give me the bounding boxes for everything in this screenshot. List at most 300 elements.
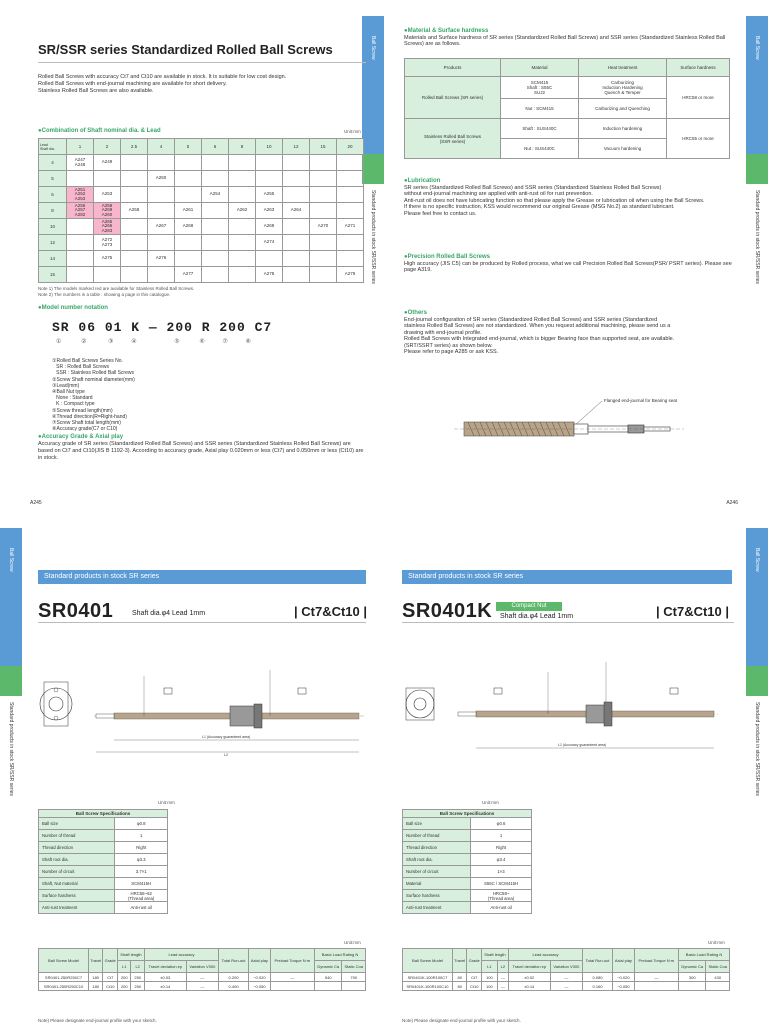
lead-page-cell bbox=[148, 155, 175, 171]
model-description bbox=[52, 358, 135, 432]
dim-l2: L2 bbox=[224, 753, 228, 757]
perf-header: Axial play bbox=[248, 949, 270, 973]
perf-cell: 250 bbox=[131, 973, 144, 982]
title-rule bbox=[38, 622, 366, 623]
lead-page-cell: A277 bbox=[175, 267, 202, 283]
lead-page-cell: A249 bbox=[94, 155, 121, 171]
code-part: R bbox=[201, 320, 211, 335]
model-heading: ●Model number notation bbox=[38, 305, 108, 311]
lead-page-cell bbox=[202, 203, 229, 219]
model-code bbox=[52, 320, 272, 335]
perf-cell: 180 bbox=[89, 982, 103, 991]
performance-body bbox=[39, 973, 366, 991]
side-tab-top bbox=[746, 528, 768, 666]
precision-heading: ●Precision Rolled Ball Screws bbox=[404, 254, 490, 260]
shaft-dia-cell: 5 bbox=[39, 171, 67, 187]
lead-page-cell bbox=[202, 235, 229, 251]
perf-cell: 0.080 bbox=[583, 973, 613, 982]
lead-page-cell bbox=[148, 235, 175, 251]
lead-table-header bbox=[39, 139, 364, 155]
lead-corner bbox=[39, 139, 67, 155]
lead-page-cell: A262 bbox=[229, 203, 256, 219]
spec-value: Right bbox=[471, 842, 532, 854]
perf-cell: 430 bbox=[706, 973, 730, 982]
shaft-dia-cell: 4 bbox=[39, 155, 67, 171]
others-section bbox=[404, 310, 734, 356]
shaft-dia-cell: 10 bbox=[39, 219, 67, 235]
shaft-dia-cell: 14 bbox=[39, 251, 67, 267]
perf-header: Grade bbox=[103, 949, 118, 973]
perf-cell: ±0.14 bbox=[144, 982, 186, 991]
others-heading: ●Others bbox=[404, 310, 427, 316]
perf-subheader: Dynamic Ca bbox=[315, 961, 342, 973]
lead-col: 12 bbox=[283, 139, 310, 155]
spec-key: Anti-rust treatment bbox=[39, 902, 115, 914]
model-desc-line: ①Rolled Ball Screws Series No. bbox=[52, 358, 123, 364]
spec-value: 1 bbox=[471, 830, 532, 842]
perf-cell: SR0401-250R250C7 bbox=[39, 973, 89, 982]
flange-end-view bbox=[40, 682, 72, 726]
lead-page-cell: A269 bbox=[256, 219, 283, 235]
performance-table bbox=[402, 948, 730, 991]
lead-page-cell bbox=[310, 267, 337, 283]
lead-col: 15 bbox=[310, 139, 337, 155]
leader-line bbox=[574, 401, 602, 426]
spec-key: Number of thread bbox=[39, 830, 115, 842]
lead-page-cell: A263 bbox=[256, 203, 283, 219]
side-tab-top bbox=[746, 16, 768, 154]
model-title: SR0401K bbox=[402, 600, 493, 622]
mat-heat: Vacuum hardening bbox=[579, 139, 667, 159]
spec-value: S55C / SCM415H bbox=[471, 878, 532, 890]
perf-header: Travel bbox=[453, 949, 467, 973]
spec-value: φ0.8 bbox=[115, 818, 168, 830]
lead-page-cell: A254 bbox=[202, 187, 229, 203]
lead-page-cell bbox=[121, 155, 148, 171]
model-desc-line: SSR : Stainless Rolled Ball Screws bbox=[52, 370, 134, 377]
lead-page-cell: A275 bbox=[94, 251, 121, 267]
lubrication-section bbox=[404, 178, 734, 217]
perf-cell bbox=[706, 982, 730, 991]
dim-l1: L1 (Accuracy guaranteed area) bbox=[558, 743, 607, 747]
lead-page-cell bbox=[175, 187, 202, 203]
perf-cell: 100 bbox=[482, 973, 498, 982]
lead-page-cell bbox=[202, 267, 229, 283]
mark: ② bbox=[81, 339, 87, 345]
mark: ⑤ bbox=[174, 339, 180, 345]
perf-header: Basic Load Rating N bbox=[315, 949, 366, 961]
lead-page-cell bbox=[283, 155, 310, 171]
lub-line: If there is no specific instruction, KSS would recommend our original Grease (MSG No.2) as standard lubricant. bbox=[404, 204, 675, 210]
model-desc-line: ⑥Thread direction(R=Right-hand) bbox=[52, 413, 127, 420]
perf-cell: 0.200 bbox=[219, 973, 249, 982]
lead-page-cell bbox=[67, 235, 94, 251]
spec-row bbox=[39, 902, 168, 914]
side-tab-series: Standard products in stock SR/SSR series bbox=[8, 702, 14, 796]
mat-material: Nut : SCM415 bbox=[501, 99, 579, 119]
spec-key: Number of circuit bbox=[403, 866, 471, 878]
shaft-dia-cell: 15 bbox=[39, 267, 67, 283]
page-number: A245 bbox=[30, 500, 42, 506]
lead-page-cell bbox=[148, 267, 175, 283]
lead-row bbox=[39, 251, 364, 267]
shaft-dia-cell: 12 bbox=[39, 235, 67, 251]
lead-col: 6 bbox=[202, 139, 229, 155]
lead-page-cell bbox=[337, 203, 364, 219]
others-line: Please refer to page A285 or ask KSS. bbox=[404, 349, 499, 355]
lead-page-cell: A247 A248 bbox=[67, 155, 94, 171]
sr0401k-drawing bbox=[398, 652, 728, 762]
lead-page-cell: A267 bbox=[148, 219, 175, 235]
mat-hardness: HRC58 or more bbox=[667, 77, 730, 119]
lead-page-cell bbox=[283, 235, 310, 251]
lead-page-cell: A270 bbox=[310, 219, 337, 235]
accuracy-heading: ●Accuracy Grade & Axial play bbox=[38, 434, 124, 440]
spec-row bbox=[403, 830, 532, 842]
lead-page-cell bbox=[283, 219, 310, 235]
perf-cell: 540 bbox=[315, 973, 342, 982]
lead-row bbox=[39, 171, 364, 187]
spec-value: Anti-rust oil bbox=[471, 902, 532, 914]
lead-page-cell bbox=[121, 235, 148, 251]
page-number: A246 bbox=[726, 500, 738, 506]
others-line: Rolled Ball Screws with Integrated end-journal, which is bigger Bearing face than supported seat, are available. bbox=[404, 336, 675, 342]
spec-key: Surface hardness bbox=[39, 890, 115, 902]
precision-section bbox=[404, 254, 734, 274]
lead-page-cell bbox=[310, 187, 337, 203]
perf-cell: — bbox=[497, 982, 508, 991]
side-tab-mid bbox=[746, 154, 768, 184]
code-part: K bbox=[131, 320, 141, 335]
model-subtitle: Shaft dia.φ4 Lead 1mm bbox=[132, 610, 206, 617]
perf-cell bbox=[342, 982, 366, 991]
unit-label: Unit:mm bbox=[344, 129, 361, 134]
mat-product: Rolled Ball Screws (SR series) bbox=[405, 77, 501, 119]
combo-heading: ●Combination of Shaft nominal dia. & Lead bbox=[38, 128, 161, 134]
model-marks bbox=[52, 338, 251, 345]
lead-page-cell bbox=[283, 267, 310, 283]
lead-page-cell bbox=[310, 251, 337, 267]
page-a245 bbox=[0, 0, 384, 512]
lead-page-cell: A255 bbox=[256, 187, 283, 203]
perf-cell: ±0.03 bbox=[144, 973, 186, 982]
page-a246 bbox=[384, 0, 768, 512]
end-journal-drawing bbox=[454, 392, 714, 472]
side-tab-mid bbox=[746, 666, 768, 696]
lead-page-cell bbox=[229, 251, 256, 267]
unit-label: Unit:mm bbox=[344, 940, 361, 945]
lead-page-cell: A250 bbox=[148, 171, 175, 187]
perf-cell: — bbox=[497, 973, 508, 982]
lead-page-cell bbox=[229, 235, 256, 251]
lead-page-cell bbox=[229, 155, 256, 171]
mat-header: Products bbox=[405, 59, 501, 77]
perf-subheader: Travel deviation ep bbox=[144, 961, 186, 973]
model-desc-line: ②Screw Shaft nominal diameter(mm) bbox=[52, 376, 135, 383]
code-part: — bbox=[148, 320, 158, 335]
code-part: 06 bbox=[78, 320, 97, 335]
lead-page-cell: A274 bbox=[256, 235, 283, 251]
perf-cell: 80 bbox=[453, 973, 467, 982]
side-tab-series: Standard products in stock SR/SSR series bbox=[754, 190, 760, 284]
table-notes bbox=[38, 286, 194, 297]
lead-page-cell bbox=[256, 171, 283, 187]
perf-subheader: Variation V300 bbox=[550, 961, 582, 973]
side-tab-mid bbox=[0, 666, 22, 696]
perf-header: Total Run-out bbox=[219, 949, 249, 973]
perf-header: Ball Screw Model bbox=[403, 949, 453, 973]
perf-cell: — bbox=[186, 982, 218, 991]
perf-cell: ~0.050 bbox=[612, 982, 634, 991]
mat-material: SCM415 Shaft : S55C SUJ2 bbox=[501, 77, 579, 99]
spec-value: SCM415H bbox=[115, 878, 168, 890]
corner-top: Lead bbox=[40, 142, 48, 147]
perf-cell bbox=[270, 982, 314, 991]
lead-page-cell bbox=[175, 251, 202, 267]
others-line: End-journal configuration of SR series (Standardized Rolled Ball Screws) and SSR series (Standardized bbox=[404, 316, 658, 323]
perf-header: Lead accuracy bbox=[508, 949, 582, 961]
side-tab bbox=[746, 512, 768, 1022]
perf-cell: — bbox=[550, 982, 582, 991]
others-line: drawing with end-journal profile. bbox=[404, 329, 482, 336]
perf-subheader: L1 bbox=[118, 961, 131, 973]
spec-key: Thread direction bbox=[403, 842, 471, 854]
lead-page-cell bbox=[67, 267, 94, 283]
others-line: stainless Rolled Ball Screws) are not standardized. When you request additional machining, please send us a bbox=[404, 323, 671, 329]
side-tab-label: Ball Screw bbox=[754, 36, 760, 60]
lead-col: 2 bbox=[94, 139, 121, 155]
lead-page-cell bbox=[94, 267, 121, 283]
code-part: 01 bbox=[104, 320, 123, 335]
lead-page-cell bbox=[175, 235, 202, 251]
lead-page-cell: A253 bbox=[94, 187, 121, 203]
lead-page-cell bbox=[67, 251, 94, 267]
lead-col: 8 bbox=[229, 139, 256, 155]
model-desc-line: ③Lead(mm) bbox=[52, 382, 80, 389]
intro-line: Stainless Rolled Ball Screws are also available. bbox=[38, 88, 154, 94]
perf-cell: — bbox=[270, 973, 314, 982]
model-desc-line: ⑧Accuracy grade(C7 or C10) bbox=[52, 426, 118, 433]
spec-row bbox=[403, 818, 532, 830]
mark: ① bbox=[56, 339, 62, 345]
perf-header: Axial play bbox=[612, 949, 634, 973]
side-tab-label: Ball Screw bbox=[8, 548, 14, 572]
lead-page-cell: A251 A252 A253 bbox=[67, 187, 94, 203]
lubrication-heading: ●Lubrication bbox=[404, 178, 441, 184]
lead-page-cell bbox=[310, 203, 337, 219]
spec-value: φ3.3 bbox=[115, 854, 168, 866]
lub-line: Anti-rust oil does not have lubricating function so that please apply the Grease or lubrication oil when using the Ball Screws. bbox=[404, 197, 705, 204]
intro-line: Rolled Ball Screws with accuracy Ct7 and Ct10 are available in stock. It is suitable for low cost design. bbox=[38, 74, 287, 80]
perf-row bbox=[403, 973, 730, 982]
perf-header: Basic Load Rating N bbox=[679, 949, 730, 961]
perf-cell: ±0.14 bbox=[508, 982, 550, 991]
perf-cell: ±0.02 bbox=[508, 973, 550, 982]
lead-page-cell: A261 bbox=[175, 203, 202, 219]
spec-key: Ball size bbox=[403, 818, 471, 830]
lead-page-cell bbox=[256, 155, 283, 171]
perf-cell: SR0401-250R250C10 bbox=[39, 982, 89, 991]
lead-page-cell: A265 A266 A283 bbox=[94, 219, 121, 235]
series-banner: Standard products in stock SR series bbox=[38, 570, 366, 584]
code-part: SR bbox=[52, 320, 70, 335]
lead-page-cell: A256 A257 A282 bbox=[67, 203, 94, 219]
lead-page-cell bbox=[283, 187, 310, 203]
accuracy-text: Accuracy grade of SR series (Standardized Rolled Ball Screws) and SSR series (Standardized Stainless Rolled Ball Screws) are based on Ct7 and Ct10(JIS B 1192-3). According to accuracy grade, Axial play 0.020mm or less (Ct7) and 0.050mm or less (Ct10) are in stock. bbox=[38, 441, 364, 461]
spec-table bbox=[38, 809, 168, 914]
mat-material: Nut : SUS440C bbox=[501, 139, 579, 159]
spec-value: HRC58~ (Thread area) bbox=[471, 890, 532, 902]
spec-key: Surface hardness bbox=[403, 890, 471, 902]
mark: ⑧ bbox=[245, 339, 251, 345]
perf-header: Shaft length bbox=[118, 949, 145, 961]
dim-l1: L1 (Accuracy guaranteed area) bbox=[202, 735, 251, 739]
model-desc-line: ⑦Screw Shaft total length(mm) bbox=[52, 420, 121, 427]
lead-row bbox=[39, 203, 364, 219]
page-sr0401k bbox=[384, 512, 768, 1024]
mat-material: Shaft : SUS440C bbox=[501, 119, 579, 139]
intro-text bbox=[38, 74, 348, 95]
perf-header: Ball Screw Model bbox=[39, 949, 89, 973]
spec-key: Ball size bbox=[39, 818, 115, 830]
spec-table bbox=[402, 809, 532, 914]
note-line: Note 2) The numbers in a table : showing a page in this catalogue. bbox=[38, 291, 171, 297]
perf-row bbox=[403, 982, 730, 991]
perf-cell: 790 bbox=[342, 973, 366, 982]
material-text: Materials and Surface hardness of SR series (Standardized Rolled Ball Screws) and SSR series (Standardized Stainless Rolled Ball Screws) are as follows. bbox=[404, 34, 726, 47]
lead-page-cell bbox=[337, 187, 364, 203]
perf-row bbox=[39, 973, 366, 982]
model-title: SR0401 bbox=[38, 600, 114, 622]
lead-page-cell bbox=[67, 219, 94, 235]
title-rule bbox=[38, 62, 366, 63]
spec-row bbox=[39, 878, 168, 890]
perf-row bbox=[39, 982, 366, 991]
mark: ⑦ bbox=[222, 339, 228, 345]
spec-row bbox=[403, 878, 532, 890]
lead-col: 5 bbox=[175, 139, 202, 155]
lead-page-cell bbox=[175, 171, 202, 187]
grade-label: | Ct7&Ct10 | bbox=[656, 604, 730, 619]
lead-page-cell: A264 bbox=[283, 203, 310, 219]
lub-line: without end-journal machining are applied with anti-rust oil for rust prevention. bbox=[404, 191, 593, 197]
lead-row bbox=[39, 219, 364, 235]
perf-cell: 80 bbox=[453, 982, 467, 991]
shaft-dia-cell: 8 bbox=[39, 203, 67, 219]
perf-header: Travel bbox=[89, 949, 103, 973]
mat-heat: Induction hardening bbox=[579, 119, 667, 139]
code-part: 200 bbox=[166, 320, 193, 335]
spec-key: Number of circuit bbox=[39, 866, 115, 878]
mark: ③ bbox=[108, 339, 114, 345]
perf-cell: 300 bbox=[679, 973, 706, 982]
lead-row bbox=[39, 235, 364, 251]
perf-subheader: L1 bbox=[482, 961, 498, 973]
spec-value: φ0.6 bbox=[471, 818, 532, 830]
side-tab bbox=[0, 512, 22, 1022]
performance-body bbox=[403, 973, 730, 991]
mark: ⑥ bbox=[199, 339, 205, 345]
lead-page-cell bbox=[175, 155, 202, 171]
mat-heat: Carburizing Induction Hardening Quench & Temper bbox=[579, 77, 667, 99]
accuracy-section bbox=[38, 434, 366, 462]
model-desc-line: SR : Rolled Ball Screws bbox=[52, 364, 109, 371]
spec-value: φ3.4 bbox=[471, 854, 532, 866]
mat-heat: Carburizing and Quenching bbox=[579, 99, 667, 119]
spec-row bbox=[39, 866, 168, 878]
note-line: Note 1) The models marked red are available for Stainless Rolled Ball Screws. bbox=[38, 286, 195, 291]
lead-page-cell: A279 bbox=[337, 267, 364, 283]
sr0401-drawing bbox=[34, 652, 374, 772]
material-heading: ●Material & Surface hardness bbox=[404, 28, 489, 34]
perf-cell: 250 bbox=[131, 982, 144, 991]
spec-key: Number of thread bbox=[403, 830, 471, 842]
perf-note: Note) Please designate end-journal profile with your sketch. bbox=[402, 1018, 521, 1023]
perf-cell bbox=[315, 982, 342, 991]
lead-page-cell: A271 bbox=[337, 219, 364, 235]
lead-row bbox=[39, 155, 364, 171]
spec-key: Material bbox=[403, 878, 471, 890]
spec-row bbox=[39, 842, 168, 854]
perf-cell bbox=[634, 982, 678, 991]
intro-line: Rolled Ball Screws with end-journal machining are available for short delivery. bbox=[38, 81, 227, 87]
spec-key: Shaft root dia. bbox=[403, 854, 471, 866]
mat-row bbox=[405, 77, 730, 99]
page-sr0401 bbox=[0, 512, 384, 1024]
model-desc-line: None : Standard bbox=[52, 395, 93, 402]
perf-cell: Ct7 bbox=[103, 973, 118, 982]
lead-page-cell bbox=[121, 219, 148, 235]
lead-col: 1 bbox=[67, 139, 94, 155]
lead-page-cell bbox=[202, 155, 229, 171]
spec-row bbox=[39, 830, 168, 842]
lead-page-cell bbox=[94, 171, 121, 187]
lead-page-cell bbox=[148, 187, 175, 203]
spec-value: 1 bbox=[115, 830, 168, 842]
perf-subheader: L2 bbox=[131, 961, 144, 973]
spec-key: Anti-rust treatment bbox=[403, 902, 471, 914]
lub-line: SR series (Standardized Rolled Ball Screws) and SSR series (Standardized Stainless Rolled Ball Screws) bbox=[404, 184, 662, 191]
side-tab-label: Ball Screw bbox=[754, 548, 760, 572]
perf-cell: Ct10 bbox=[467, 982, 482, 991]
spec-value: Right bbox=[115, 842, 168, 854]
spec-row bbox=[39, 854, 168, 866]
lead-row bbox=[39, 267, 364, 283]
perf-subheader: Travel deviation ep bbox=[508, 961, 550, 973]
lead-col: 10 bbox=[256, 139, 283, 155]
mat-header: Material bbox=[501, 59, 579, 77]
lead-page-cell bbox=[121, 171, 148, 187]
spec-body bbox=[39, 818, 168, 914]
spec-value: 3.7×1 bbox=[115, 866, 168, 878]
model-desc-line: ⑤Screw thread length(mm) bbox=[52, 407, 113, 414]
lead-page-cell bbox=[67, 171, 94, 187]
grade-text: Ct7&Ct10 bbox=[663, 604, 722, 619]
lead-page-cell bbox=[229, 171, 256, 187]
material-section bbox=[404, 28, 734, 48]
spec-row bbox=[403, 866, 532, 878]
perf-header: Preload Torque N·m bbox=[634, 949, 678, 973]
perf-cell: SR0401K-100R100C10 bbox=[403, 982, 453, 991]
lead-row bbox=[39, 187, 364, 203]
mat-product: Stainless Rolled Ball Screws (SSR series) bbox=[405, 119, 501, 159]
perf-cell: — bbox=[186, 973, 218, 982]
lead-page-cell bbox=[337, 171, 364, 187]
code-part: C7 bbox=[254, 320, 273, 335]
lead-page-cell bbox=[256, 251, 283, 267]
others-line: (SRT/SSRT series) as shown below. bbox=[404, 342, 493, 349]
lead-page-cell: A268 bbox=[175, 219, 202, 235]
